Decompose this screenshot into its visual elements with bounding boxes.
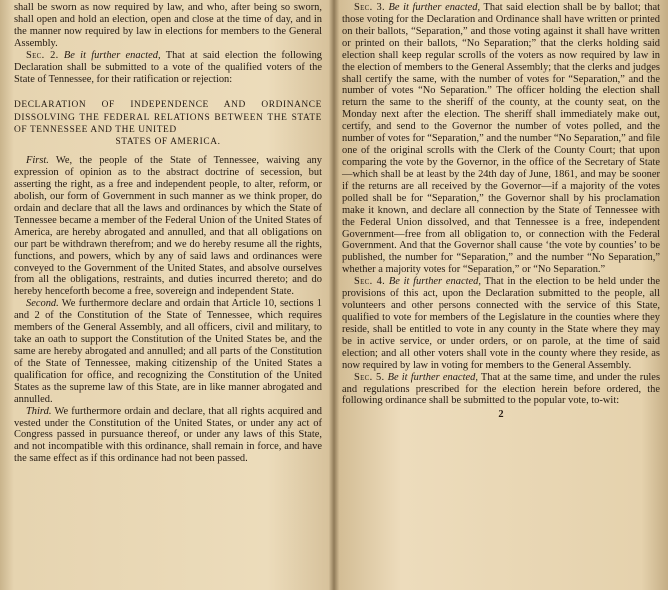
section-3-enactment: Be it further enacted, [388, 2, 481, 13]
second-article-text: We furthermore declare and ordain that Article 10, sections 1 and 2 of the Constitution of the State of Tennessee, which requires members of the General Assembly, and all officers, civil and military, to take an oath to support the Constitution of the United States be, and the same are hereby abrogated and annulled; and all parts of the Constitution of the State of Tennessee, making citizenship of the United States a qualification for office, and recognizing the Constitution of the United States as the supreme law of this State, are in like manner abrogated and annulled. [14, 298, 323, 405]
section-3-label: Sec. 3. [354, 2, 385, 13]
section-5-enactment: Be it further enacted, [387, 371, 478, 383]
first-article-text: We, the people of the State of Tennessee, waiving any expression of opinion as to the abstract doctrine of secession, but asserting the right, as a free and independent people, to alter, reform, or abolish, our form of Government in such manner as we think proper, do ordain and declare that all the laws and ordinances by which the State of Tennessee became a member of the Federal Union of the United States of America, are hereby abrogated and annulled, and that all obligations on our part be withdrawn therefrom; and we do hereby resume all the rights, functions, and powers, which by any of said laws and ordinances were conveyed to the Government of the United States, and absolve ourselves from all the obligations, restraints, and duties incurred thereto; and do hereby henceforth become a free, sovereign and independent State. [14, 155, 322, 298]
second-article-label: Second. [26, 298, 59, 310]
section-5-label: Sec. 5. [354, 371, 385, 383]
section-5-paragraph [342, 372, 660, 408]
section-3-text: That said election shall be by ballot; that those voting for the Declaration and Ordinance shall have written or printed on their ballots, “Separation,” and those voting against it shall have written or printed on their ballots, “No Separation;” that the clerks holding said election shall keep regular scrolls of the voters as now required by law in the election of members to the General Assembly; that the clerks and judges shall certify the same, with the number of votes for “Separation,” and the number of votes “No Separation.” The officer holding the election shall return the same to the sheriff of the county, at the county seat, on the Monday next after the election. The sheriff shall immediately make out, certify, and send to the Governor the number of votes polled, and the number of votes for “Separation,” and the number “No Separation,” and file one of the original scrolls with the Clerk of the County Court; that upon comparing the vote by the Governor, in the office of the Secretary of State—which shall be at least by the 24th day of June, 1861, and may be sooner if the returns are all received by the Governor—if a majority of the votes polled shall be for “Separation,” the Governor shall by his proclamation make it known, and declare all connection by the State of Tennessee with the Federal Union dissolved, and that Tennessee is a free, independent Government—free from all obligation to, or connection with the Federal Government. And that the Governor shall cause ‘the vote by counties’ to be published, the number for “Separation,” and the number “No Separation,” whether a majority votes for “Separation,” or “No Separation.” [342, 2, 660, 276]
second-article-paragraph [14, 298, 322, 405]
right-page [336, 0, 668, 590]
declaration-heading-text: DECLARATION OF INDEPENDENCE AND ORDINANCE DISSOLVING THE FEDERAL RELATIONS BETWEEN THE STATE OF TENNESSEE AND THE UNITED [14, 100, 322, 135]
first-article-paragraph [14, 155, 322, 298]
section-4-paragraph [342, 276, 660, 371]
section-5-text: That at the same time, and under the rules and regulations prescribed for the election herein before ordered, the following ordinance shall be submitted to the popular vote, to-wit: [342, 371, 661, 407]
paragraph-election-officers: shall be sworn as now required by law, and who, after being so sworn, shall open and hold an election, open and close at the time of day, and in the manner now required by law in elections for members to the General Assembly. [14, 2, 322, 49]
third-article-paragraph [14, 406, 322, 466]
section-2-label: Sec. 2. [26, 49, 59, 61]
first-article-label: First. [26, 155, 49, 167]
section-2-paragraph [14, 50, 322, 86]
section-4-label: Sec. 4. [354, 276, 386, 288]
third-article-text: We furthermore ordain and declare, that all rights acquired and vested under the Constitution of the United States, or under any act of Congress passed in pursuance thereof, or under any laws of this State, and not incompatible with this ordinance, shall remain in force, and have the same effect as if this ordinance had not been passed. [14, 405, 323, 465]
left-page [0, 0, 330, 590]
declaration-heading-last-line: STATES OF AMERICA. [115, 137, 221, 148]
page-number: 2 [498, 409, 504, 421]
section-4-text: That in the election to be held under the provisions of this act, upon the Declaration submitted to the people, all volunteers and other persons connected with the service of this State, qualified to vote for members of the Legislature in the counties where they reside, shall be entitled to vote in any county in the State where they may be in active service, or under orders, or on parole, at the time of said election; and all other voters shall vote in the county where they reside, as now required by law in voting for members to the General Assembly. [342, 276, 660, 371]
third-article-label: Third. [26, 405, 52, 417]
section-3-paragraph [342, 2, 660, 276]
section-4-enactment: Be it further enacted, [388, 276, 481, 288]
declaration-heading [14, 99, 322, 148]
section-2-text: That at said election the following Declaration shall be submitted to a vote of the qualified voters of the State of Tennessee, for their ratification or rejection: [14, 49, 323, 85]
section-2-enactment: Be it further enacted, [63, 49, 161, 61]
